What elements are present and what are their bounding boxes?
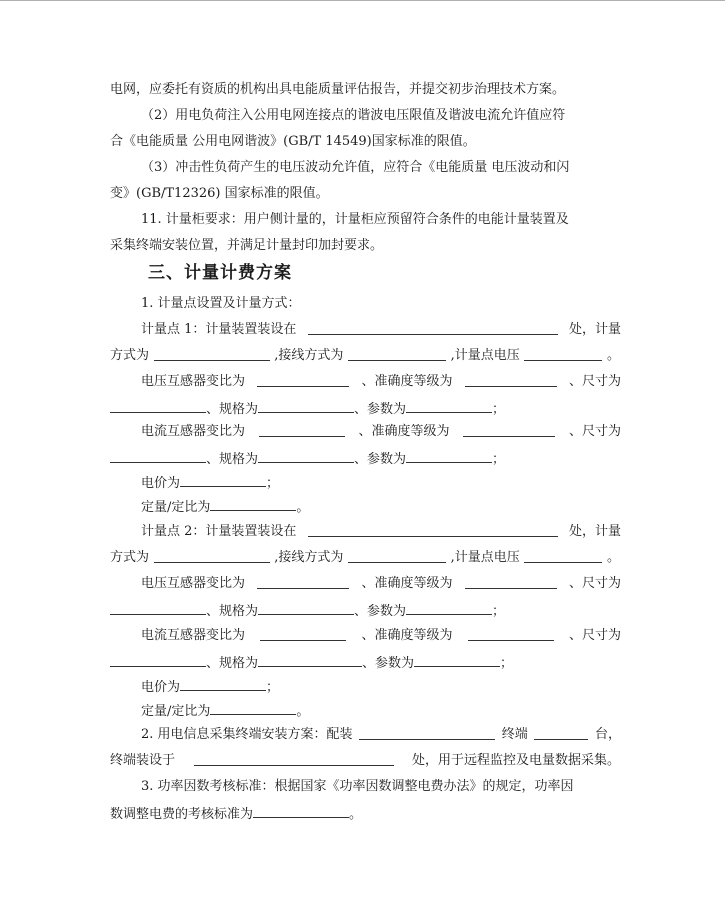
vt-accuracy-field[interactable] [465,372,557,387]
wiring-label: ,接线方式为 [274,550,344,565]
vt-spec-field[interactable] [258,600,354,615]
accuracy-label: 、准确度等级为 [358,424,450,439]
wiring-label: ,接线方式为 [274,348,344,363]
metering-point-2-label: 计量点 2：计量装置装设在 [141,524,297,539]
accuracy-label: 、准确度等级为 [361,628,453,643]
paragraph-voltage-fluctuation-1: （3）冲击性负荷产生的电压波动允许值，应符合《电能质量 电压波动和闪 [141,160,570,175]
page-top-border [0,0,725,1]
fixed-ratio-label: 定量/定比为 [141,704,211,719]
price-field[interactable] [180,472,266,487]
terminal-type-field[interactable] [359,725,495,740]
size-label: 、尺寸为 [568,628,621,643]
accuracy-label: 、准确度等级为 [361,374,453,389]
fixed-ratio-label: 定量/定比为 [141,500,211,515]
size-label: 、尺寸为 [568,424,621,439]
metering-point-1-location-field[interactable] [308,320,558,335]
fixed-ratio-field[interactable] [210,496,296,511]
param-label: 、参数为 [354,452,407,467]
terminal-count-field[interactable] [534,725,588,740]
ct-accuracy-field[interactable] [463,422,555,437]
ct-spec-field[interactable] [258,652,362,667]
period: 。 [349,807,363,822]
metering-point-1-vt-row-2 [110,398,620,418]
power-factor-standard-2 [110,803,620,823]
semicolon: ； [492,452,506,467]
metering-point-2-method-row [110,548,620,568]
metering-point-2-fixed-row [141,700,621,720]
semicolon: ； [266,680,280,695]
metering-point-2-ct-row-2 [110,652,620,672]
metering-point-2-location-field[interactable] [308,522,558,537]
semicolon: ； [492,402,506,417]
terminal-location-field[interactable] [194,751,394,766]
price-field[interactable] [180,676,266,691]
metering-point-2-vt-row [141,574,621,594]
unit-label: 台， [594,727,621,742]
collection-terminal-row [141,725,621,745]
price-label: 电价为 [141,476,181,491]
method-label: 方式为 [110,550,150,565]
metering-point-2-vt-row-2 [110,600,620,620]
spec-label: 、规格为 [206,402,259,417]
paragraph-power-quality-end: 电网，应委托有资质的机构出具电能质量评估报告，并提交初步治理技术方案。 [110,82,566,97]
wiring-method-field[interactable] [348,548,446,563]
ct-ratio-label: 电流互感器变比为 [141,424,246,439]
metering-point-2-ct-row [141,626,621,646]
vt-ratio-label: 电压互感器变比为 [141,576,246,591]
metering-point-1-method-row [110,346,620,366]
paragraph-metering-cabinet-1: 11. 计量柜要求：用户侧计量的，计量柜应预留符合条件的电能计量装置及 [141,212,569,227]
size-label: 、尺寸为 [568,374,621,389]
period: 。 [296,704,310,719]
spec-label: 、规格为 [206,604,259,619]
size-label: 、尺寸为 [568,576,621,591]
param-label: 、参数为 [354,402,407,417]
vt-spec-field[interactable] [258,398,354,413]
spec-label: 、规格为 [206,452,259,467]
period: 。 [606,348,620,363]
ct-ratio-field[interactable] [259,422,345,437]
ct-ratio-field[interactable] [260,626,346,641]
terminal-location-label: 终端装设于 [110,753,176,768]
metering-point-1-label: 计量点 1：计量装置装设在 [141,322,297,337]
spec-label: 、规格为 [206,656,259,671]
metering-point-2-location-row [141,522,621,542]
vt-size-field[interactable] [110,600,206,615]
vt-ratio-label: 电压互感器变比为 [141,374,246,389]
paragraph-voltage-fluctuation-2: 变》(GB/T12326) 国家标准的限值。 [110,186,329,201]
method-label: 方式为 [110,348,150,363]
collection-terminal-row-2 [110,751,620,771]
metering-point-1-ct-row [141,422,621,442]
semicolon: ； [500,656,514,671]
vt-param-field[interactable] [406,600,492,615]
fixed-ratio-field[interactable] [210,700,296,715]
metering-point-1-location-row [141,320,621,340]
metering-method-field[interactable] [154,548,270,563]
ct-param-field[interactable] [406,448,492,463]
metering-point-2-suffix: 处，计量 [568,524,621,539]
ct-ratio-label: 电流互感器变比为 [141,628,246,643]
power-factor-standard-1: 3. 功率因数考核标准：根据国家《功率因数调整电费办法》的规定，功率因 [141,779,574,794]
paragraph-metering-cabinet-2: 采集终端安装位置，并满足计量封印加封要求。 [110,238,384,253]
semicolon: ； [266,476,280,491]
metering-point-2-price-row [141,676,621,696]
period: 。 [296,500,310,515]
power-factor-standard-field[interactable] [253,803,349,818]
vt-ratio-field[interactable] [257,372,349,387]
vt-param-field[interactable] [406,398,492,413]
power-factor-label: 数调整电费的考核标准为 [110,807,254,822]
paragraph-harmonic-limits-1: （2）用电负荷注入公用电网连接点的谐波电压限值及谐波电流允许值应符 [141,108,566,123]
ct-param-field[interactable] [414,652,500,667]
ct-spec-field[interactable] [258,448,354,463]
section-heading: 三、计量计费方案 [148,263,292,283]
metering-point-1-price-row [141,472,621,492]
metering-point-1-ct-row-2 [110,448,620,468]
period: 。 [606,550,620,565]
voltage-label: ,计量点电压 [450,348,520,363]
price-label: 电价为 [141,680,181,695]
wiring-method-field[interactable] [348,346,446,361]
terminal-purpose-text: 处，用于远程监控及电量数据采集。 [411,753,620,768]
metering-point-1-fixed-row [141,496,621,516]
param-label: 、参数为 [354,604,407,619]
paragraph-harmonic-limits-2: 合《电能质量 公用电网谐波》(GB/T 14549)国家标准的限值。 [110,134,476,149]
metering-voltage-field[interactable] [524,346,602,361]
metering-voltage-field[interactable] [524,548,602,563]
ct-size-field[interactable] [110,448,206,463]
param-label: 、参数为 [362,656,415,671]
metering-point-1-vt-row [141,372,621,392]
accuracy-label: 、准确度等级为 [361,576,453,591]
vt-ratio-field[interactable] [257,574,349,589]
item-metering-setup: 1. 计量点设置及计量方式： [141,296,301,311]
ct-accuracy-field[interactable] [468,626,554,641]
vt-accuracy-field[interactable] [465,574,557,589]
vt-size-field[interactable] [110,398,206,413]
terminal-label: 终端 [501,727,528,742]
voltage-label: ,计量点电压 [450,550,520,565]
semicolon: ； [492,604,506,619]
metering-point-1-suffix: 处，计量 [568,322,621,337]
ct-size-field[interactable] [110,652,206,667]
metering-method-field[interactable] [154,346,270,361]
terminal-plan-label: 2. 用电信息采集终端安装方案：配装 [141,727,353,742]
